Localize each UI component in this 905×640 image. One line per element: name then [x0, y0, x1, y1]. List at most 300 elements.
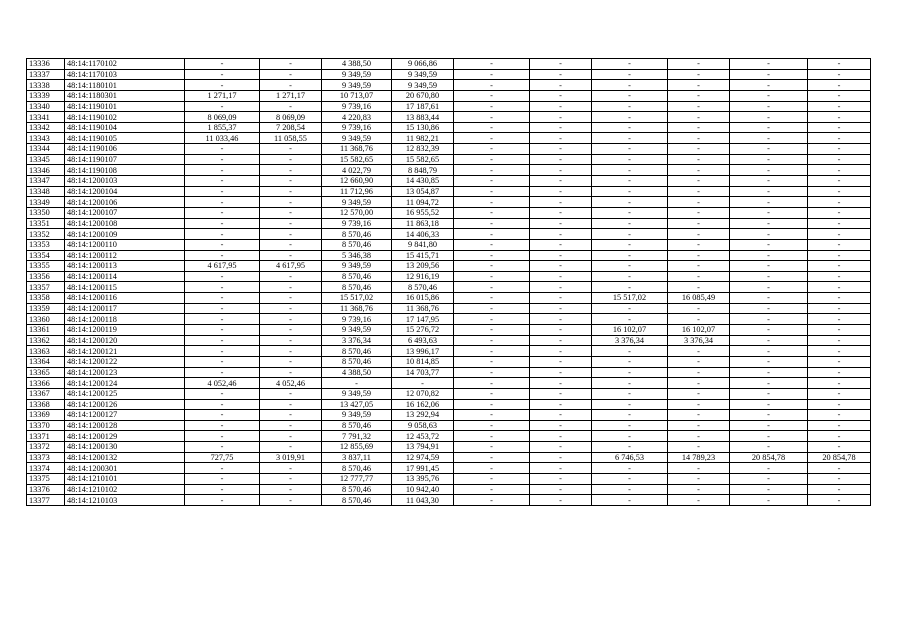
table-cell: -: [808, 69, 871, 80]
table-cell: 16 102,07: [668, 325, 730, 336]
table-cell: 13 395,76: [392, 473, 454, 484]
table-cell: -: [730, 133, 808, 144]
table-cell: -: [260, 463, 322, 474]
table-cell: 9 739,16: [322, 122, 392, 133]
table-cell: -: [185, 80, 260, 91]
table-cell: -: [592, 207, 668, 218]
table-cell: -: [530, 271, 592, 282]
table-cell: 48:14:1190106: [65, 144, 185, 155]
table-cell: -: [668, 271, 730, 282]
table-cell: 12 855,69: [322, 442, 392, 453]
table-cell: 16 162,06: [392, 399, 454, 410]
table-cell: 9 739,16: [322, 314, 392, 325]
table-row: [27, 367, 871, 378]
table-cell: -: [530, 197, 592, 208]
table-cell: 13342: [27, 122, 65, 133]
table-cell: -: [530, 250, 592, 261]
table-cell: 4 388,50: [322, 367, 392, 378]
table-cell: 48:14:1200121: [65, 346, 185, 357]
table-cell: -: [185, 303, 260, 314]
table-cell: -: [454, 346, 530, 357]
table-cell: 3 376,34: [668, 335, 730, 346]
table-cell: 48:14:1200132: [65, 452, 185, 463]
table-cell: 13346: [27, 165, 65, 176]
table-cell: 48:14:1200116: [65, 293, 185, 304]
table-cell: -: [808, 303, 871, 314]
table-cell: 48:14:1210102: [65, 484, 185, 495]
table-cell: 17 991,45: [392, 463, 454, 474]
table-cell: -: [185, 282, 260, 293]
table-cell: -: [808, 431, 871, 442]
table-cell: -: [730, 101, 808, 112]
table-cell: 9 739,16: [322, 218, 392, 229]
table-row: [27, 69, 871, 80]
table-row: [27, 144, 871, 155]
table-cell: 13359: [27, 303, 65, 314]
table-cell: 13 054,87: [392, 186, 454, 197]
table-cell: 13336: [27, 59, 65, 70]
table-cell: 11 368,76: [322, 303, 392, 314]
table-cell: 10 814,85: [392, 356, 454, 367]
table-cell: 13372: [27, 442, 65, 453]
table-cell: -: [808, 463, 871, 474]
table-cell: -: [668, 388, 730, 399]
table-cell: -: [454, 463, 530, 474]
table-cell: 16 085,49: [668, 293, 730, 304]
table-cell: 1 271,17: [185, 90, 260, 101]
table-cell: 48:14:1200124: [65, 378, 185, 389]
table-cell: -: [668, 176, 730, 187]
table-cell: 48:14:1200118: [65, 314, 185, 325]
table-cell: -: [530, 388, 592, 399]
table-cell: -: [668, 154, 730, 165]
data-table: [26, 58, 871, 506]
table-cell: -: [322, 378, 392, 389]
table-cell: 12 832,39: [392, 144, 454, 155]
table-cell: -: [808, 399, 871, 410]
table-cell: -: [260, 59, 322, 70]
table-cell: -: [730, 314, 808, 325]
table-cell: -: [260, 431, 322, 442]
table-cell: -: [730, 207, 808, 218]
table-cell: -: [530, 133, 592, 144]
table-cell: 8 570,46: [322, 356, 392, 367]
table-cell: -: [530, 378, 592, 389]
table-row: [27, 250, 871, 261]
table-cell: -: [592, 314, 668, 325]
table-cell: -: [808, 59, 871, 70]
table-cell: -: [454, 229, 530, 240]
table-row: [27, 282, 871, 293]
table-cell: 17 147,95: [392, 314, 454, 325]
table-row: [27, 388, 871, 399]
table-cell: -: [730, 484, 808, 495]
table-cell: -: [260, 473, 322, 484]
table-cell: -: [668, 399, 730, 410]
table-cell: 13367: [27, 388, 65, 399]
table-row: [27, 431, 871, 442]
table-cell: -: [592, 112, 668, 123]
table-cell: -: [668, 165, 730, 176]
table-cell: -: [592, 176, 668, 187]
table-cell: 11 863,18: [392, 218, 454, 229]
table-cell: -: [454, 452, 530, 463]
table-cell: -: [668, 356, 730, 367]
table-cell: -: [454, 431, 530, 442]
table-cell: -: [730, 218, 808, 229]
table-cell: 13337: [27, 69, 65, 80]
table-cell: -: [530, 356, 592, 367]
table-cell: -: [592, 271, 668, 282]
table-cell: -: [808, 314, 871, 325]
table-cell: -: [454, 388, 530, 399]
table-cell: -: [730, 367, 808, 378]
table-row: [27, 346, 871, 357]
table-cell: 8 570,46: [322, 271, 392, 282]
table-cell: 11 043,30: [392, 495, 454, 506]
table-cell: -: [454, 325, 530, 336]
table-cell: -: [260, 271, 322, 282]
table-cell: -: [668, 495, 730, 506]
table-cell: -: [592, 495, 668, 506]
table-cell: -: [454, 218, 530, 229]
table-cell: 13361: [27, 325, 65, 336]
table-cell: 48:14:1190104: [65, 122, 185, 133]
table-cell: -: [260, 165, 322, 176]
table-cell: -: [668, 314, 730, 325]
table-cell: 13373: [27, 452, 65, 463]
table-cell: -: [454, 420, 530, 431]
table-row: [27, 410, 871, 421]
table-cell: -: [592, 282, 668, 293]
table-cell: 48:14:1200122: [65, 356, 185, 367]
table-cell: -: [185, 186, 260, 197]
table-cell: 6 493,63: [392, 335, 454, 346]
table-cell: -: [592, 356, 668, 367]
table-cell: 48:14:1200108: [65, 218, 185, 229]
table-cell: 48:14:1200125: [65, 388, 185, 399]
table-cell: -: [530, 80, 592, 91]
table-cell: -: [260, 346, 322, 357]
table-row: [27, 229, 871, 240]
table-cell: 13 883,44: [392, 112, 454, 123]
table-cell: -: [668, 410, 730, 421]
table-cell: 14 789,23: [668, 452, 730, 463]
table-cell: 13 292,94: [392, 410, 454, 421]
table-cell: -: [260, 303, 322, 314]
table-cell: -: [668, 69, 730, 80]
table-cell: -: [260, 69, 322, 80]
table-cell: 48:14:1200120: [65, 335, 185, 346]
table-cell: -: [730, 90, 808, 101]
table-cell: -: [668, 473, 730, 484]
table-cell: -: [530, 239, 592, 250]
table-cell: -: [185, 473, 260, 484]
table-cell: -: [530, 346, 592, 357]
table-cell: 9 349,59: [322, 261, 392, 272]
table-row: [27, 239, 871, 250]
table-cell: -: [454, 154, 530, 165]
table-cell: 727,75: [185, 452, 260, 463]
table-cell: -: [530, 218, 592, 229]
table-cell: -: [454, 250, 530, 261]
table-cell: 48:14:1200109: [65, 229, 185, 240]
table-cell: 10 713,07: [322, 90, 392, 101]
table-cell: -: [808, 239, 871, 250]
table-cell: -: [454, 484, 530, 495]
table-cell: -: [454, 239, 530, 250]
table-cell: -: [668, 261, 730, 272]
table-cell: 48:14:1200127: [65, 410, 185, 421]
table-cell: 13350: [27, 207, 65, 218]
table-cell: 15 582,65: [392, 154, 454, 165]
table-cell: -: [730, 420, 808, 431]
table-cell: -: [454, 473, 530, 484]
table-cell: 9 066,86: [392, 59, 454, 70]
table-cell: -: [260, 154, 322, 165]
table-cell: -: [260, 218, 322, 229]
table-cell: -: [530, 101, 592, 112]
table-row: [27, 356, 871, 367]
table-cell: -: [260, 282, 322, 293]
table-cell: -: [808, 484, 871, 495]
table-cell: 4 220,83: [322, 112, 392, 123]
table-cell: -: [668, 239, 730, 250]
table-cell: -: [530, 207, 592, 218]
table-cell: -: [530, 431, 592, 442]
table-cell: -: [185, 335, 260, 346]
table-cell: 4 617,95: [260, 261, 322, 272]
table-cell: 13363: [27, 346, 65, 357]
table-cell: 48:14:1190102: [65, 112, 185, 123]
table-cell: 13338: [27, 80, 65, 91]
table-cell: 13349: [27, 197, 65, 208]
table-row: [27, 303, 871, 314]
table-cell: -: [260, 250, 322, 261]
table-cell: 9 739,16: [322, 101, 392, 112]
table-cell: 48:14:1200128: [65, 420, 185, 431]
table-cell: 48:14:1200110: [65, 239, 185, 250]
table-cell: -: [260, 293, 322, 304]
table-cell: -: [668, 442, 730, 453]
table-cell: -: [454, 176, 530, 187]
table-cell: 3 837,11: [322, 452, 392, 463]
table-row: [27, 122, 871, 133]
table-cell: -: [592, 463, 668, 474]
table-cell: 8 848,79: [392, 165, 454, 176]
table-cell: 48:14:1200113: [65, 261, 185, 272]
table-cell: 13 996,17: [392, 346, 454, 357]
table-cell: 13354: [27, 250, 65, 261]
table-cell: -: [530, 154, 592, 165]
table-cell: -: [185, 250, 260, 261]
table-cell: 48:14:1200119: [65, 325, 185, 336]
table-row: [27, 90, 871, 101]
table-cell: 12 570,00: [322, 207, 392, 218]
table-cell: -: [592, 399, 668, 410]
table-body: [27, 59, 871, 506]
table-cell: 13365: [27, 367, 65, 378]
table-cell: 10 942,40: [392, 484, 454, 495]
table-cell: -: [530, 303, 592, 314]
table-row: [27, 197, 871, 208]
table-cell: -: [530, 325, 592, 336]
table-cell: -: [668, 80, 730, 91]
table-cell: -: [730, 431, 808, 442]
table-cell: 14 703,77: [392, 367, 454, 378]
table-cell: 13352: [27, 229, 65, 240]
table-cell: -: [730, 59, 808, 70]
table-cell: 13357: [27, 282, 65, 293]
table-cell: -: [592, 378, 668, 389]
table-cell: -: [454, 293, 530, 304]
table-cell: 48:14:1200106: [65, 197, 185, 208]
table-cell: 8 570,46: [392, 282, 454, 293]
table-cell: -: [592, 250, 668, 261]
table-cell: 48:14:1200112: [65, 250, 185, 261]
table-row: [27, 335, 871, 346]
table-cell: -: [730, 122, 808, 133]
table-cell: -: [185, 314, 260, 325]
table-cell: 48:14:1200117: [65, 303, 185, 314]
table-cell: -: [530, 90, 592, 101]
table-row: [27, 133, 871, 144]
table-cell: -: [668, 250, 730, 261]
table-cell: -: [592, 410, 668, 421]
table-cell: 48:14:1200126: [65, 399, 185, 410]
table-cell: -: [260, 101, 322, 112]
table-cell: -: [185, 69, 260, 80]
table-cell: 48:14:1200103: [65, 176, 185, 187]
table-cell: -: [454, 367, 530, 378]
table-cell: -: [530, 484, 592, 495]
table-cell: -: [530, 176, 592, 187]
table-cell: -: [185, 399, 260, 410]
table-cell: -: [808, 271, 871, 282]
table-cell: -: [808, 250, 871, 261]
table-row: [27, 271, 871, 282]
table-row: [27, 399, 871, 410]
table-cell: -: [260, 356, 322, 367]
table-cell: 12 070,82: [392, 388, 454, 399]
table-cell: -: [592, 69, 668, 80]
table-cell: 8 570,46: [322, 420, 392, 431]
table-row: [27, 112, 871, 123]
table-cell: 15 517,02: [322, 293, 392, 304]
table-cell: -: [260, 314, 322, 325]
table-cell: -: [668, 346, 730, 357]
table-cell: 48:14:1190107: [65, 154, 185, 165]
table-cell: -: [808, 261, 871, 272]
table-cell: 8 570,46: [322, 463, 392, 474]
table-cell: -: [730, 165, 808, 176]
table-cell: 6 746,53: [592, 452, 668, 463]
table-cell: 13360: [27, 314, 65, 325]
table-row: [27, 207, 871, 218]
table-cell: -: [592, 197, 668, 208]
table-cell: -: [454, 69, 530, 80]
table-cell: 13 209,56: [392, 261, 454, 272]
table-cell: 13376: [27, 484, 65, 495]
table-cell: 20 670,80: [392, 90, 454, 101]
table-cell: -: [260, 144, 322, 155]
table-cell: -: [454, 207, 530, 218]
table-cell: -: [730, 154, 808, 165]
table-cell: 16 102,07: [592, 325, 668, 336]
table-cell: 13 794,91: [392, 442, 454, 453]
table-cell: -: [530, 144, 592, 155]
table-cell: -: [185, 484, 260, 495]
table-cell: 48:14:1200107: [65, 207, 185, 218]
table-cell: -: [592, 154, 668, 165]
table-cell: -: [530, 473, 592, 484]
table-cell: -: [730, 229, 808, 240]
table-cell: -: [592, 133, 668, 144]
table-cell: 4 388,50: [322, 59, 392, 70]
table-row: [27, 218, 871, 229]
table-cell: -: [260, 442, 322, 453]
table-cell: 8 570,46: [322, 495, 392, 506]
table-cell: 4 022,79: [322, 165, 392, 176]
table-row: [27, 261, 871, 272]
table-cell: -: [260, 239, 322, 250]
table-cell: 15 582,65: [322, 154, 392, 165]
table-cell: -: [592, 186, 668, 197]
table-row: [27, 154, 871, 165]
table-cell: -: [454, 165, 530, 176]
table-cell: -: [454, 101, 530, 112]
table-cell: -: [808, 495, 871, 506]
table-cell: -: [454, 356, 530, 367]
table-cell: -: [260, 325, 322, 336]
table-cell: -: [808, 154, 871, 165]
table-cell: -: [592, 484, 668, 495]
table-cell: -: [592, 80, 668, 91]
table-cell: -: [668, 229, 730, 240]
table-cell: -: [454, 314, 530, 325]
table-cell: 13353: [27, 239, 65, 250]
table-cell: 13356: [27, 271, 65, 282]
table-cell: 14 430,85: [392, 176, 454, 187]
table-cell: 9 349,59: [322, 410, 392, 421]
table-cell: 13366: [27, 378, 65, 389]
table-cell: -: [808, 229, 871, 240]
table-cell: -: [808, 144, 871, 155]
table-cell: 13339: [27, 90, 65, 101]
table-cell: 9 349,59: [392, 80, 454, 91]
table-cell: -: [530, 69, 592, 80]
table-cell: 13364: [27, 356, 65, 367]
table-row: [27, 420, 871, 431]
table-cell: -: [185, 218, 260, 229]
table-row: [27, 452, 871, 463]
table-cell: 11 368,76: [392, 303, 454, 314]
table-row: [27, 463, 871, 474]
table-cell: -: [260, 484, 322, 495]
table-cell: -: [592, 122, 668, 133]
table-cell: -: [730, 303, 808, 314]
table-cell: -: [668, 197, 730, 208]
table-cell: -: [530, 420, 592, 431]
table-cell: 48:14:1210103: [65, 495, 185, 506]
table-cell: -: [185, 59, 260, 70]
table-cell: 13343: [27, 133, 65, 144]
table-cell: -: [260, 186, 322, 197]
table-cell: -: [730, 80, 808, 91]
table-cell: 20 854,78: [808, 452, 871, 463]
table-cell: -: [808, 197, 871, 208]
table-cell: 7 208,54: [260, 122, 322, 133]
